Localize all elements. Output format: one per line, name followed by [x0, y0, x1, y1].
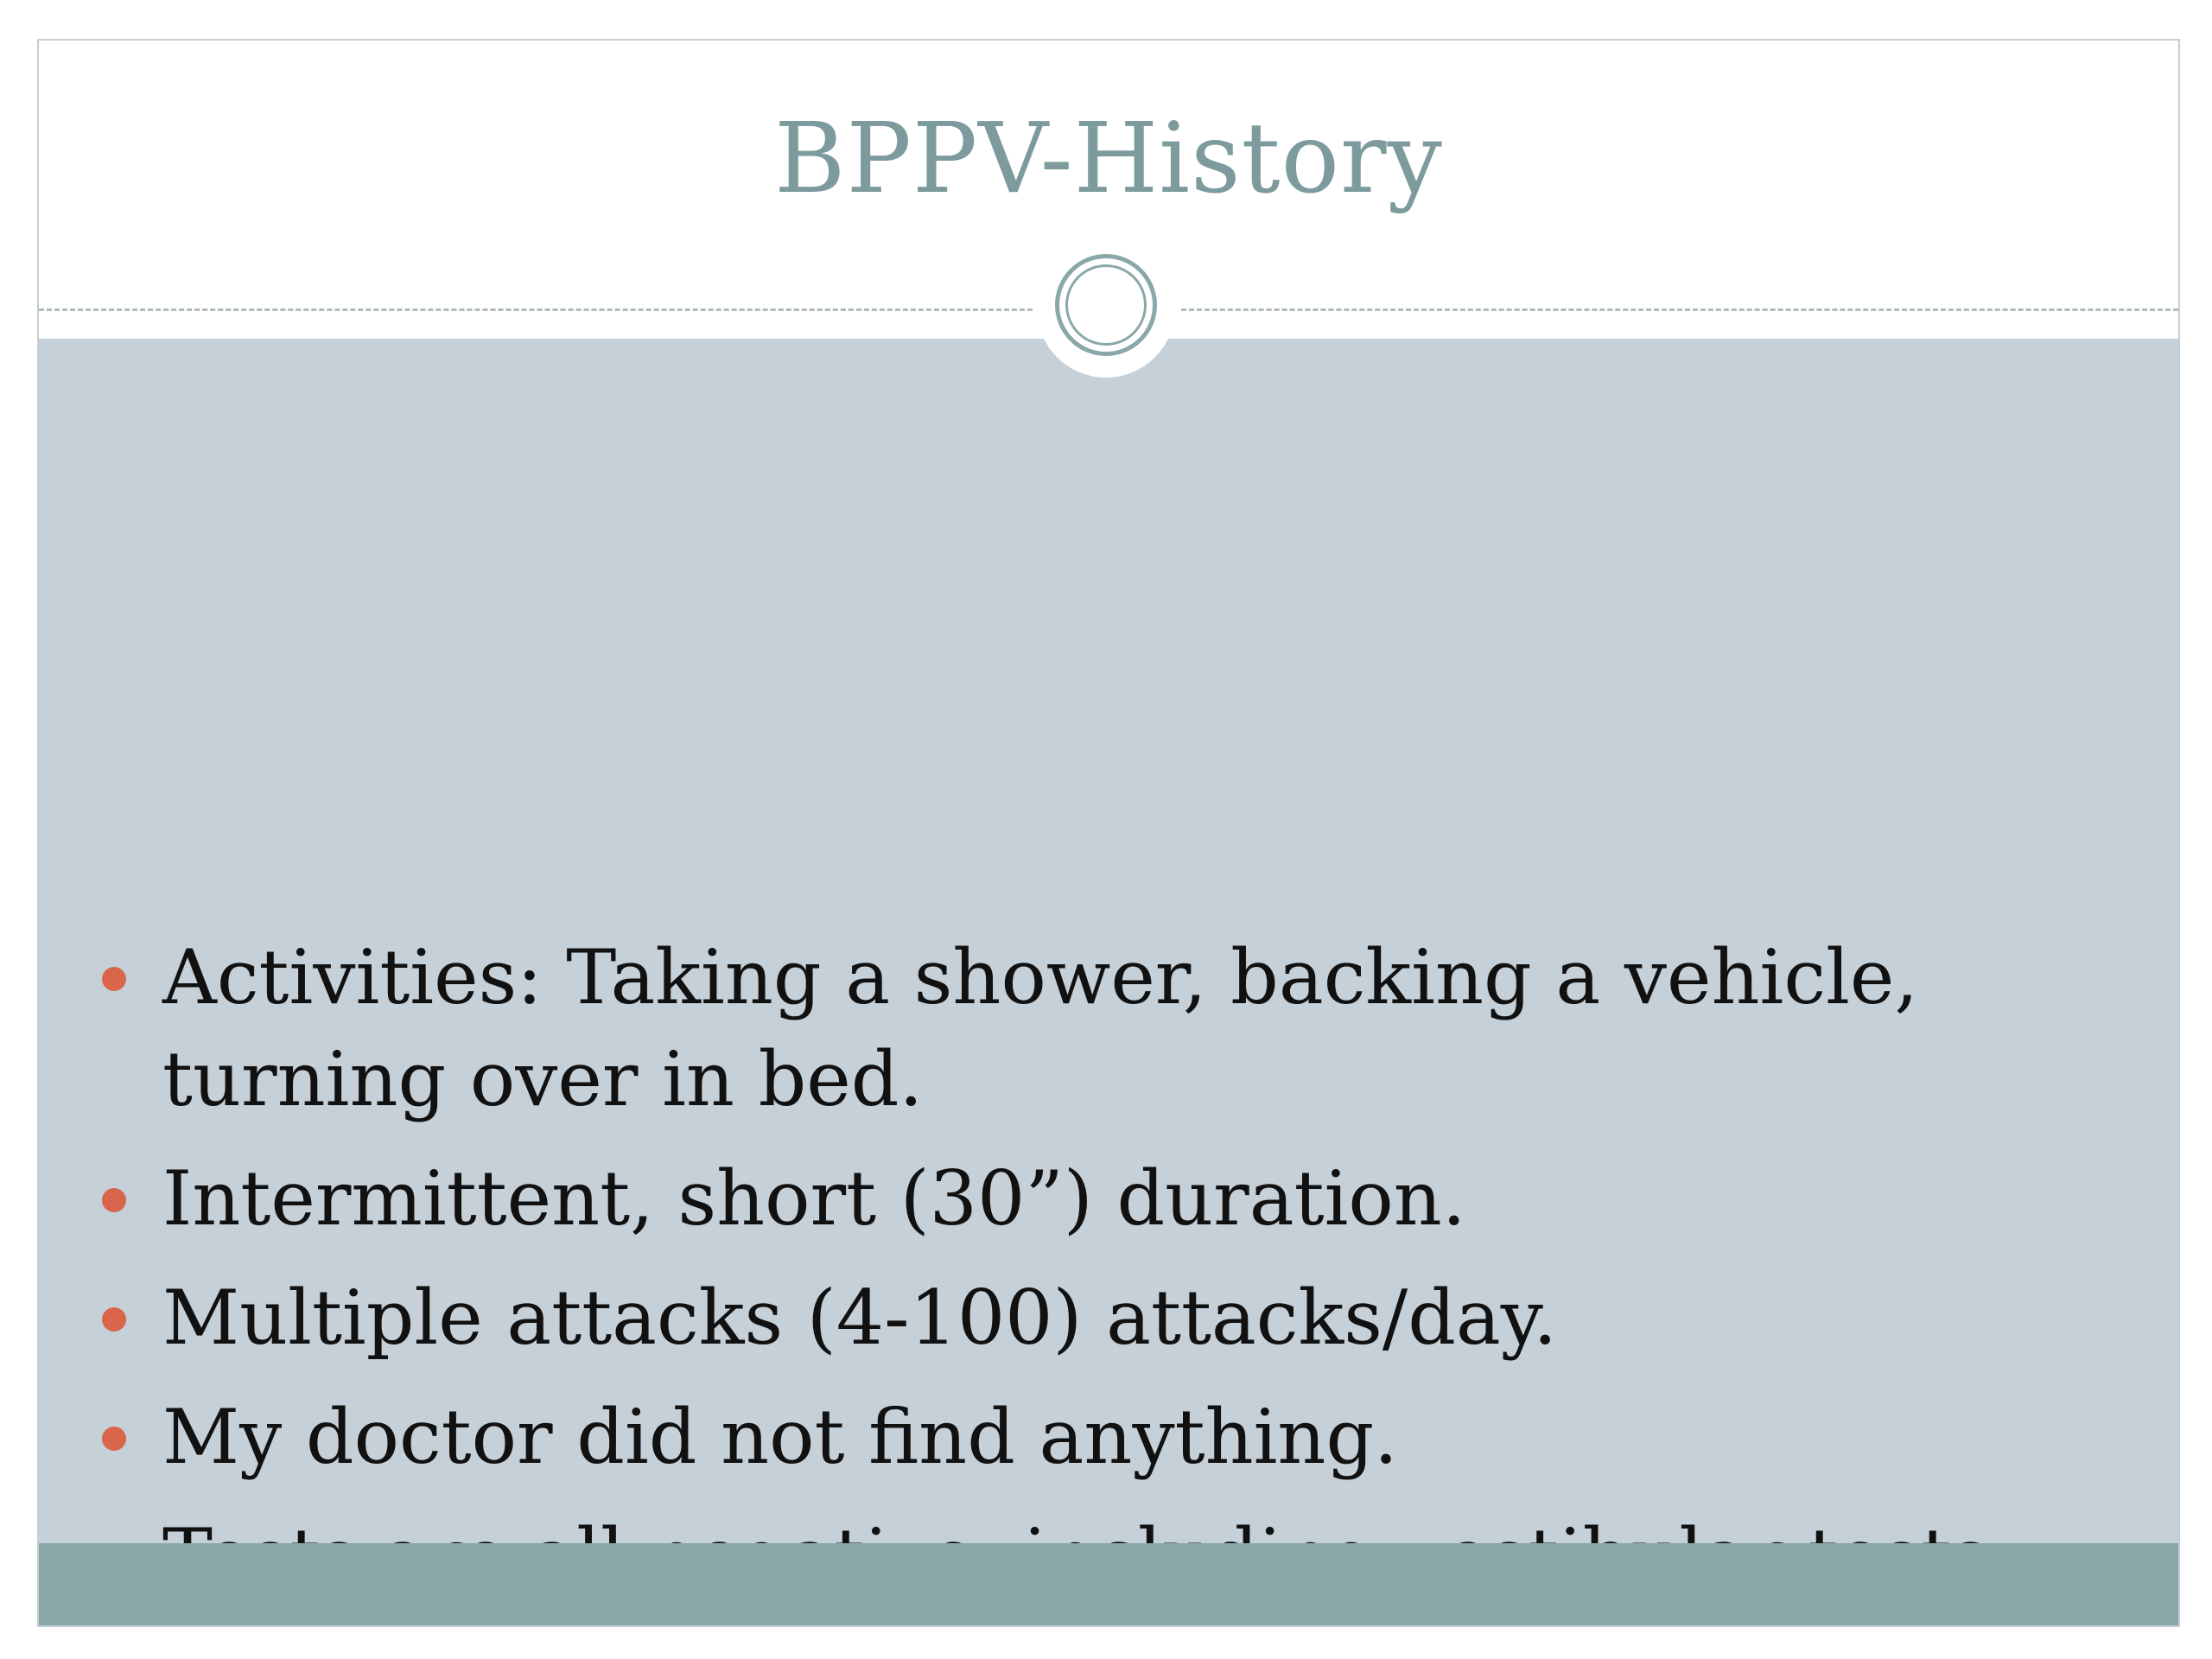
bullet-text: Activities: Taking a shower, backing a vehicle, turning over in bed. — [162, 933, 1919, 1123]
list-item — [39, 1267, 2113, 1369]
title-divider-left — [39, 308, 1033, 311]
bullet-icon — [102, 1307, 126, 1332]
bullet-icon — [102, 1427, 126, 1451]
bullet-icon — [102, 1188, 126, 1212]
bullet-text: Multiple attacks (4-100) attacks/day. — [162, 1274, 1558, 1362]
title-divider-right — [1181, 308, 2178, 311]
bullet-list — [39, 926, 2113, 1624]
list-item — [39, 1386, 2113, 1488]
list-item — [39, 926, 2113, 1130]
content-band — [39, 339, 2178, 1547]
bullet-text: Intermittent, short (30”) duration. — [162, 1154, 1466, 1243]
list-item — [39, 1147, 2113, 1249]
slide — [37, 39, 2180, 1627]
inner-ring-icon — [1065, 264, 1147, 346]
ring-ornament-icon — [1055, 254, 1157, 356]
bullet-text: My doctor did not find anything. — [162, 1393, 1398, 1481]
slide-title: BPPV-History — [774, 103, 1443, 215]
bullet-icon — [102, 967, 126, 991]
footer-band — [39, 1543, 2178, 1625]
